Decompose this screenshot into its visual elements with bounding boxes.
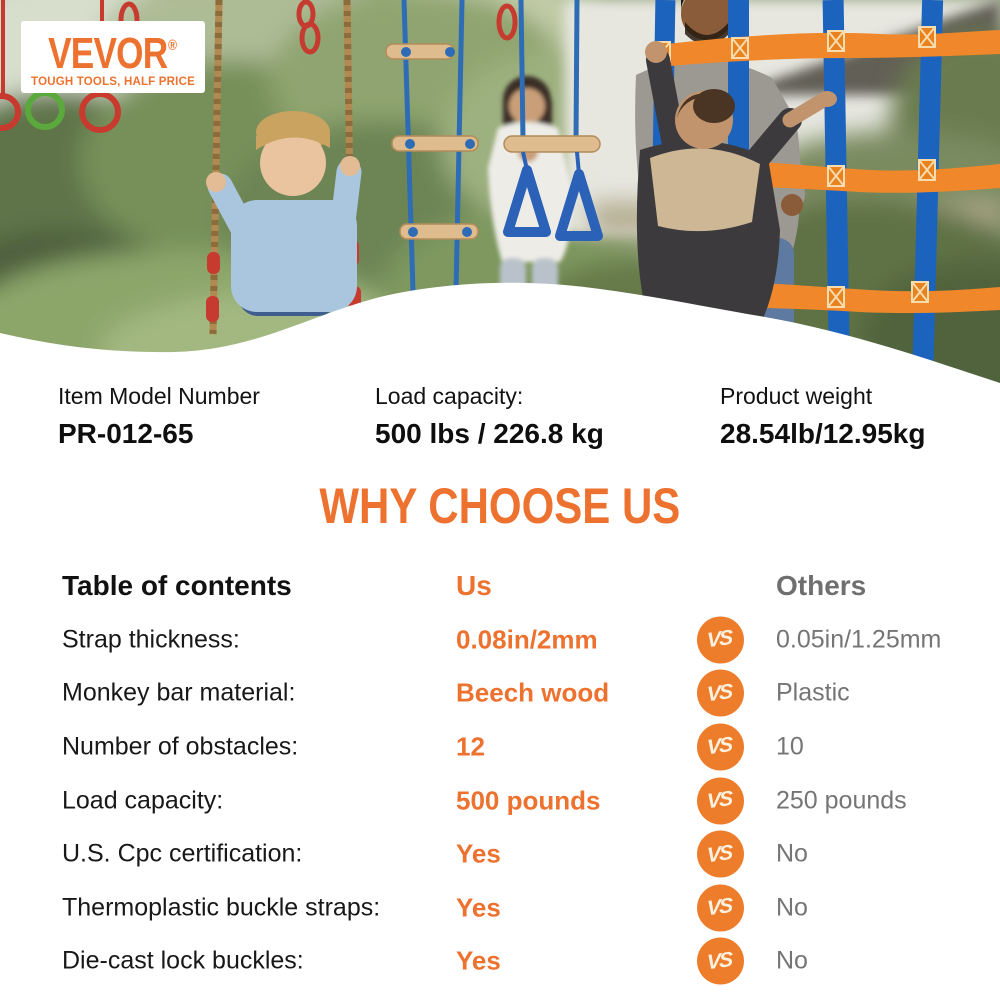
feature-label: U.S. Cpc certification:	[62, 839, 303, 868]
logo-tagline: TOUGH TOOLS, HALF PRICE	[31, 75, 195, 88]
vs-icon: VS	[697, 777, 744, 824]
spec-label: Product weight	[720, 383, 873, 409]
spec-summary	[0, 383, 1000, 468]
us-value: 500 pounds	[456, 785, 601, 816]
hero-photo	[0, 0, 1000, 390]
spec-value: PR-012-65	[58, 418, 194, 449]
vs-icon: VS	[697, 831, 744, 878]
us-value: Yes	[456, 838, 501, 869]
vs-icon: VS	[697, 616, 744, 663]
vevor-logo	[21, 21, 205, 93]
us-value: 0.08in/2mm	[456, 624, 598, 655]
feature-label: Load capacity:	[62, 786, 224, 815]
others-value: 10	[776, 732, 804, 761]
feature-label: Number of obstacles:	[62, 732, 299, 761]
header-us: Us	[456, 570, 492, 601]
vs-icon: VS	[697, 723, 744, 770]
header-others: Others	[776, 570, 867, 601]
vs-icon: VS	[697, 938, 744, 985]
spec-value: 500 lbs / 226.8 kg	[375, 418, 604, 449]
others-value: 250 pounds	[776, 786, 907, 815]
spec-item-model-number	[58, 383, 260, 450]
registered-trademark-symbol: ®	[168, 36, 178, 54]
spec-label: Load capacity:	[375, 383, 524, 409]
logo-text: VEVOR	[48, 28, 168, 78]
table-row	[0, 613, 1000, 667]
others-value: 0.05in/1.25mm	[776, 625, 942, 654]
vs-icon: VS	[697, 884, 744, 931]
logo-wordmark	[32, 27, 193, 78]
table-row	[0, 881, 1000, 935]
spec-product-weight	[720, 383, 925, 450]
comparison-header	[0, 570, 1000, 604]
others-value: No	[776, 839, 808, 868]
table-row	[0, 827, 1000, 881]
spec-value: 28.54lb/12.95kg	[720, 418, 926, 449]
table-row	[0, 935, 1000, 989]
feature-label: Monkey bar material:	[62, 678, 296, 707]
feature-label: Strap thickness:	[62, 625, 240, 654]
us-value: Beech wood	[456, 677, 610, 708]
feature-label: Thermoplastic buckle straps:	[62, 893, 381, 922]
section-title: WHY CHOOSE US	[319, 478, 681, 534]
us-value: 12	[456, 731, 485, 762]
others-value: No	[776, 946, 808, 975]
us-value: Yes	[456, 945, 501, 976]
table-row	[0, 774, 1000, 828]
others-value: Plastic	[776, 678, 850, 707]
comparison-rows	[0, 613, 1000, 988]
spec-load-capacity	[375, 383, 604, 450]
spec-label: Item Model Number	[58, 383, 260, 409]
feature-label: Die-cast lock buckles:	[62, 946, 304, 975]
table-row	[0, 667, 1000, 721]
table-row	[0, 720, 1000, 774]
others-value: No	[776, 893, 808, 922]
vs-icon: VS	[697, 670, 744, 717]
us-value: Yes	[456, 892, 501, 923]
header-feature: Table of contents	[62, 570, 292, 601]
